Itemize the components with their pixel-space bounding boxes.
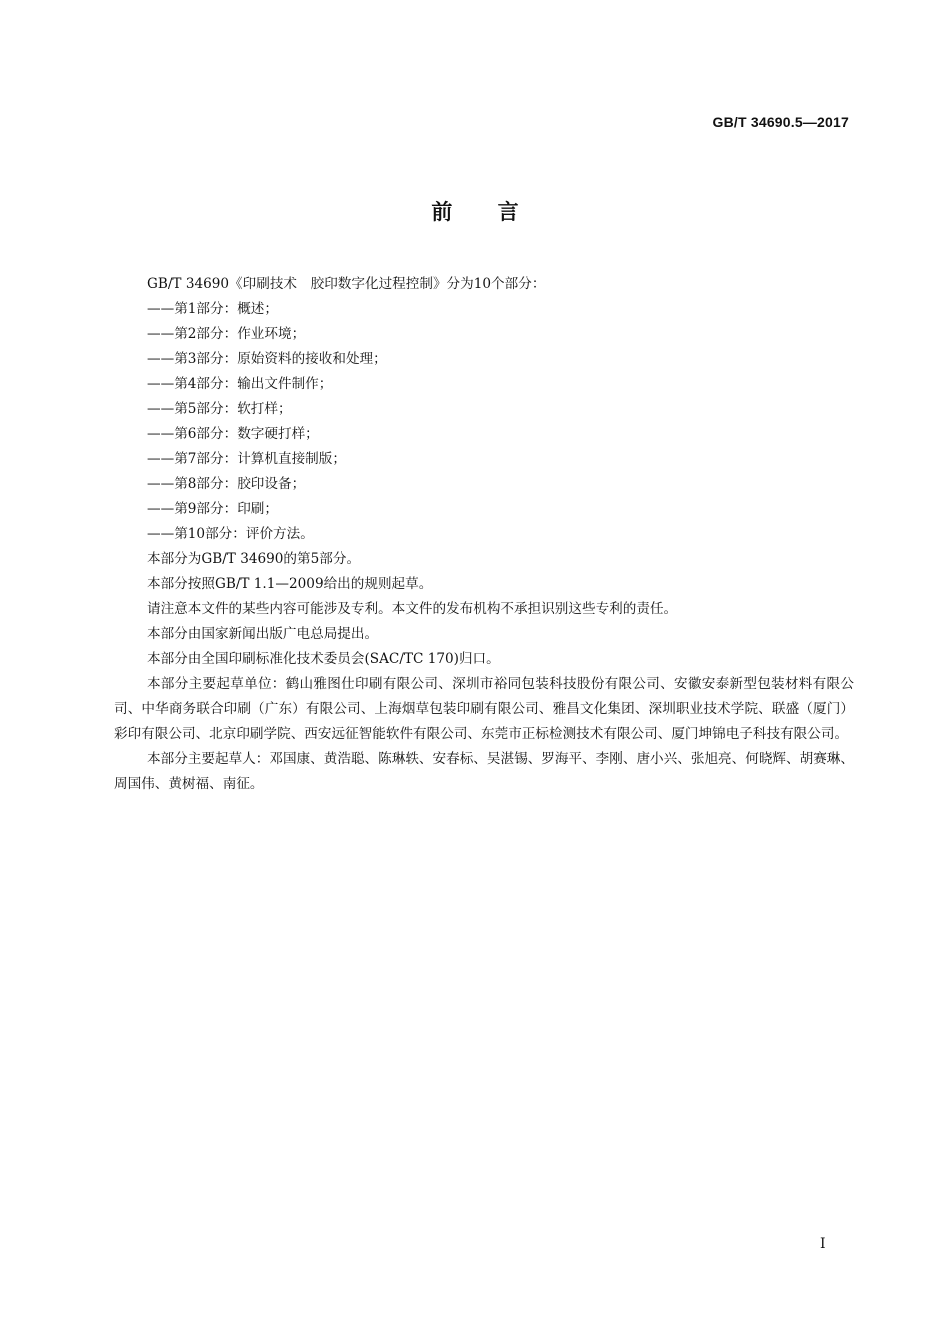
foreword-body: [114, 272, 854, 797]
intro-paragraph: GB/T 34690《印刷技术 胶印数字化过程控制》分为10个部分：: [147, 276, 546, 292]
part-list-item: ——第8部分：胶印设备；: [147, 476, 306, 492]
part-list-item: ——第2部分：作业环境；: [147, 326, 306, 342]
proposer-statement: 本部分由国家新闻出版广电总局提出。: [147, 626, 379, 642]
standard-number: GB/T 34690.5—2017: [712, 114, 849, 130]
part-statement: 本部分为GB/T 34690的第5部分。: [147, 551, 361, 567]
part-list-item: ——第10部分：评价方法。: [147, 526, 314, 542]
committee-statement: 本部分由全国印刷标准化技术委员会(SAC/TC 170)归口。: [147, 651, 500, 667]
part-list-item: ——第7部分：计算机直接制版；: [147, 451, 346, 467]
patent-notice: 请注意本文件的某些内容可能涉及专利。本文件的发布机构不承担识别这些专利的责任。: [147, 601, 678, 617]
page-title: 前 言: [431, 200, 519, 224]
drafting-units: 本部分主要起草单位：鹤山雅图仕印刷有限公司、深圳市裕同包装科技股份有限公司、安徽安泰新型包装材料有限公司、中华商务联合印刷（广东）有限公司、上海烟草包装印刷有限公司、雅昌文化集团、深圳职业技术学院、联盛（厦门）彩印有限公司、北京印刷学院、西安远征智能软件有限公司、东莞市正标检测技术有限公司、厦门坤锦电子科技有限公司。: [114, 676, 854, 742]
drafters: 本部分主要起草人：邓国康、黄浩聪、陈琳轶、安春标、吴湛锡、罗海平、李刚、唐小兴、张旭亮、何晓辉、胡赛琳、周国伟、黄树福、南征。: [114, 751, 854, 792]
part-list-item: ——第5部分：软打样；: [147, 401, 292, 417]
part-list-item: ——第3部分：原始资料的接收和处理；: [147, 351, 387, 367]
part-list-item: ——第4部分：输出文件制作；: [147, 376, 333, 392]
drafting-rules: 本部分按照GB/T 1.1—2009给出的规则起草。: [147, 576, 433, 592]
page-number: I: [820, 1236, 826, 1252]
part-list-item: ——第6部分：数字硬打样；: [147, 426, 319, 442]
part-list-item: ——第1部分：概述；: [147, 301, 278, 317]
part-list-item: ——第9部分：印刷；: [147, 501, 278, 517]
